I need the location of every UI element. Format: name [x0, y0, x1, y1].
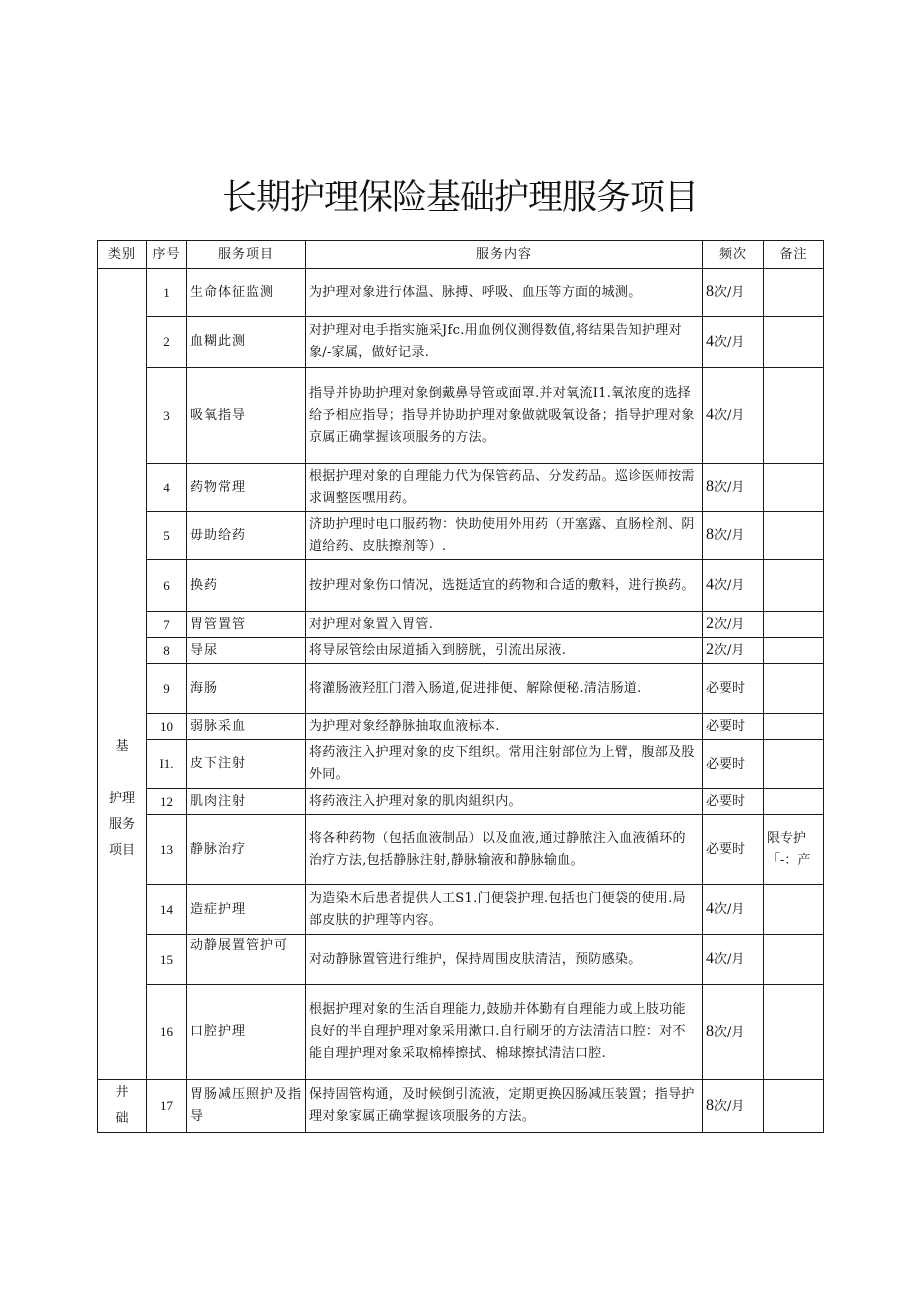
- service-item: 药物常理: [187, 464, 306, 512]
- service-item: 吸氧指导: [187, 368, 306, 464]
- table-row: [98, 985, 824, 1080]
- frequency: 必要时: [703, 714, 764, 740]
- service-item: 胃管置管: [187, 612, 306, 638]
- frequency: 2次/月: [703, 638, 764, 664]
- row-number: 3: [147, 368, 187, 464]
- note: [764, 269, 824, 317]
- category-line: [101, 760, 143, 786]
- service-content: 对护理对电手指实施采Jfc.用血例仪测得数值,将结果告知护理对象/-家属，做好记录.: [306, 317, 703, 368]
- frequency: 8次/月: [703, 464, 764, 512]
- category-line: 井: [115, 1085, 129, 1100]
- header-note: 备注: [764, 241, 824, 269]
- service-content: 根据护理对象的生活自理能力,鼓励并体勤有自理能力或上肢功能良好的半自理护理对象采用漱口.自行刷牙的方法清洁口腔：对不能自理护理对象采取棉棒擦拭、棉球擦拭清洁口腔.: [306, 985, 703, 1080]
- row-number: 14: [147, 885, 187, 935]
- service-content: 济助护理时电口服药物：快助使用外用药（开塞露、直肠栓剂、阴道给药、皮肤擦剂等）.: [306, 512, 703, 560]
- note: [764, 612, 824, 638]
- category-cell: [98, 269, 147, 1080]
- note: [764, 985, 824, 1080]
- row-number: 9: [147, 664, 187, 714]
- table-row: [98, 935, 824, 985]
- row-number: 4: [147, 464, 187, 512]
- service-item: 口腔护理: [187, 985, 306, 1080]
- note: [764, 789, 824, 815]
- service-content: 将各种药物（包括血液制品）以及血液,通过静脓注入血液循环的治疗方法,包括静脉注射,静脉输液和静脉输血。: [306, 815, 703, 885]
- row-number: 10: [147, 714, 187, 740]
- frequency: 必要时: [703, 789, 764, 815]
- service-item: 海肠: [187, 664, 306, 714]
- service-content: 将药液注入护理对象的皮下组织。常用注射部位为上臂，腹部及股外同。: [306, 740, 703, 789]
- row-number: 1: [147, 269, 187, 317]
- service-content: 为护理对象经静脉抽取血液标本.: [306, 714, 703, 740]
- service-content: 将导尿管绘由尿道插入到膀胱，引流出尿液.: [306, 638, 703, 664]
- row-number: 13: [147, 815, 187, 885]
- frequency: 8次/月: [703, 1080, 764, 1133]
- table-header-row: [98, 241, 824, 269]
- table-row: [98, 740, 824, 789]
- service-content: 根据护理对象的自理能力代为保管药品、分发药品。巡诊医师按需求调整医嘿用药。: [306, 464, 703, 512]
- frequency: 必要时: [703, 815, 764, 885]
- category-line: 项目: [108, 843, 135, 858]
- service-item: 生命体征监测: [187, 269, 306, 317]
- table-row: [98, 789, 824, 815]
- table-row: [98, 815, 824, 885]
- service-item: 毋助给药: [187, 512, 306, 560]
- service-content: 将药液注入护理对象的肌肉組织内。: [306, 789, 703, 815]
- service-item: 肌肉注射: [187, 789, 306, 815]
- table-row: [98, 317, 824, 368]
- service-content: 为护理对象进行体温、脉搏、呼吸、血压等方面的城测。: [306, 269, 703, 317]
- header-frequency: 频次: [703, 241, 764, 269]
- frequency: 8次/月: [703, 269, 764, 317]
- row-number: 2: [147, 317, 187, 368]
- service-item: 弱脉采血: [187, 714, 306, 740]
- note-line: 限专护: [767, 830, 807, 846]
- service-item: 导尿: [187, 638, 306, 664]
- frequency: 4次/月: [703, 560, 764, 612]
- service-content: 为造染木后患者提供人工S1.门便袋护理.包括也门便袋的使用.局部皮肤的护理等内容。: [306, 885, 703, 935]
- service-item: 胃肠减压照护及指导: [187, 1080, 306, 1133]
- table-row: [98, 885, 824, 935]
- frequency: 4次/月: [703, 317, 764, 368]
- note: [764, 714, 824, 740]
- category-line: 服务: [108, 817, 135, 832]
- header-number: 序号: [147, 241, 187, 269]
- note: [764, 512, 824, 560]
- note: [764, 885, 824, 935]
- table-row: [98, 269, 824, 317]
- table-row: [98, 560, 824, 612]
- row-number: 6: [147, 560, 187, 612]
- table-row: [98, 464, 824, 512]
- note: [764, 1080, 824, 1133]
- frequency: 8次/月: [703, 512, 764, 560]
- note: [764, 560, 824, 612]
- service-item: 皮下注射: [187, 740, 306, 789]
- service-content: 对动静脉置管进行维护，保持周围皮肤清洁，预防感染。: [306, 935, 703, 985]
- service-content: 保持固管构通，及时候倒引流液，定期更换囚肠减压装置；指导护理对象家属正确掌握该项服务的方法。: [306, 1080, 703, 1133]
- note: [764, 638, 824, 664]
- table-row: [98, 512, 824, 560]
- service-item: 动静展置管护可: [187, 935, 306, 985]
- table-row: [98, 714, 824, 740]
- frequency: 4次/月: [703, 885, 764, 935]
- service-item: 静脉治疗: [187, 815, 306, 885]
- header-content: 服务内容: [306, 241, 703, 269]
- row-number: I1.: [147, 740, 187, 789]
- row-number: 5: [147, 512, 187, 560]
- service-content: 指导并协助护理对象倒戴鼻导管或面罩.并对氧流I1.氧浓度的选择给予相应指导；指导并协助护理对象做就吸氧设备；指导护理对象京属正确掌握该项服务的方法。: [306, 368, 703, 464]
- note: [764, 740, 824, 789]
- frequency: 必要时: [703, 740, 764, 789]
- note: [764, 368, 824, 464]
- page-title: 长期护理保险基础护理服务项目: [221, 178, 698, 218]
- frequency: 8次/月: [703, 985, 764, 1080]
- note-line: 「-：产: [767, 852, 811, 868]
- note: [764, 815, 824, 885]
- row-number: 7: [147, 612, 187, 638]
- service-item: 换药: [187, 560, 306, 612]
- service-table: [97, 240, 824, 1133]
- row-number: 15: [147, 935, 187, 985]
- frequency: 必要时: [703, 664, 764, 714]
- service-content: 将灌肠液羟肛门潜入肠道,促进排便、解除便秘.清洁肠道.: [306, 664, 703, 714]
- table-row: [98, 612, 824, 638]
- note: [764, 317, 824, 368]
- row-number: 17: [147, 1080, 187, 1133]
- row-number: 16: [147, 985, 187, 1080]
- service-item: 造症护理: [187, 885, 306, 935]
- table-row: [98, 1080, 824, 1133]
- row-number: 8: [147, 638, 187, 664]
- frequency: 4次/月: [703, 935, 764, 985]
- frequency: 4次/月: [703, 368, 764, 464]
- service-item: 血糊此测: [187, 317, 306, 368]
- table-row: [98, 368, 824, 464]
- note: [764, 935, 824, 985]
- header-item: 服务项目: [187, 241, 306, 269]
- service-content: 按护理对象伤口情况，选挺适宜的药物和合适的敷料，进行换药。: [306, 560, 703, 612]
- category-line: 础: [115, 1111, 129, 1126]
- table-row: [98, 664, 824, 714]
- category-cell: [98, 1080, 147, 1133]
- table-row: [98, 638, 824, 664]
- service-content: 对护理对象置入胃管.: [306, 612, 703, 638]
- category-line: 基: [115, 739, 129, 754]
- category-line: 护理: [108, 791, 135, 806]
- row-number: 12: [147, 789, 187, 815]
- frequency: 2次/月: [703, 612, 764, 638]
- note: [764, 464, 824, 512]
- header-category: 类别: [98, 241, 147, 269]
- note: [764, 664, 824, 714]
